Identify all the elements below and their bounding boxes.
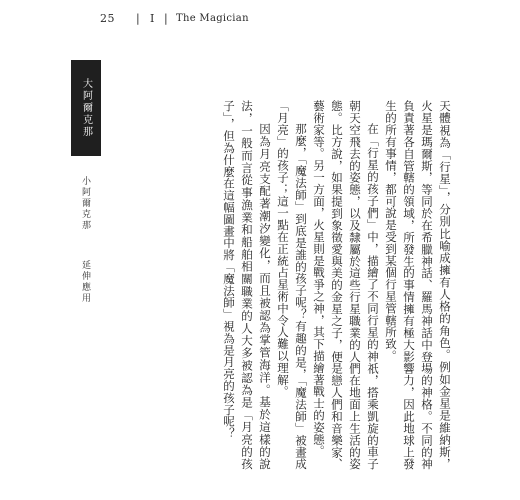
paragraph: 那麼，「魔法師」到底是誰的孩子呢？有趣的是，「魔法師」被畫成「月亮」的孩子；這一點在正統占星術中令人難以理解。 <box>276 100 308 470</box>
paragraph: 在「行星的孩子們」中，描繪了不同行星的神祇，搭乘凱旋的車子朝天空飛去的姿態，以及隸屬於這些行星職業的人們在地面上生活的姿態。比方說，如果提到象徵愛與美的金星之子，便是戀人們和音樂家、藝術家等。另一方面，火星則是戰爭之神，其下描繪著戰士的姿態。 <box>312 100 380 470</box>
body-text <box>220 100 454 470</box>
header-divider: | <box>164 12 168 25</box>
section-label-extended-use: 延伸應用 <box>80 260 90 304</box>
section-label-minor-arcana: 小阿爾克那 <box>80 176 90 231</box>
chapter-roman-numeral: I <box>150 12 155 25</box>
page-header <box>100 12 480 32</box>
page-number: 25 <box>100 12 115 25</box>
running-title: The Magician <box>176 13 249 24</box>
header-divider: | <box>136 12 140 25</box>
section-sidebar <box>71 60 101 320</box>
paragraph: 因為月亮支配著潮汐變化，而且被認為掌管海洋。基於這樣的說法，一般而言從事漁業和船舶相關職業的人大多被認為是「月亮的孩子」，但為什麼在這幅圖畫中將「魔法師」視為是月亮的孩子呢？ <box>222 100 272 470</box>
paragraph: 天體視為「行星」，分別比喻成擁有人格的角色。例如金星是維納斯，火星是瑪爾斯，等同於在希臘神話、羅馬神話中登場的神格。不同的神負責著各自管轄的領域，所發生的事情擁有極大影響力，因此地球上發生的所有事情，都可說是受到某個行星管轄所致。 <box>384 100 452 470</box>
active-section-tab: 大阿爾克那 <box>71 60 101 156</box>
